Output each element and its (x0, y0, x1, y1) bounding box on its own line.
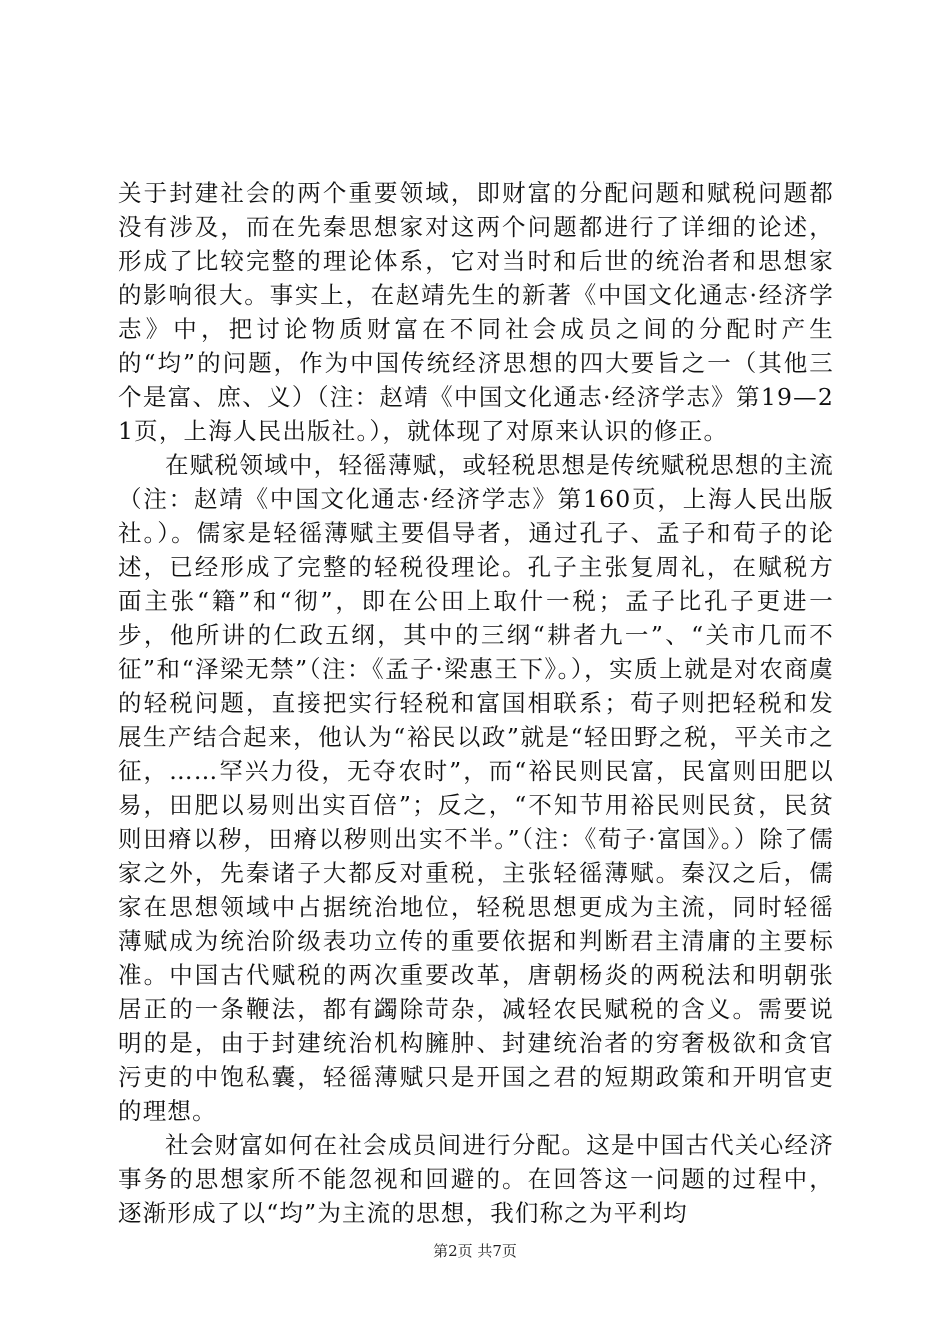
page-footer: 第2页 共7页 (433, 1242, 517, 1260)
paragraph-2: 在赋税领域中，轻徭薄赋，或轻税思想是传统赋税思想的主流（注：赵靖《中国文化通志·经济学志》第160页，上海人民出版社。）。儒家是轻徭薄赋主要倡导者，通过孔子、孟子和荀子的论述，已经形成了完整的轻税役理论。孔子主张复周礼，在赋税方面主张“籍”和“彻”，即在公田上取什一税；孟子比孔子更进一步，他所讲的仁政五纲，其中的三纲“耕者九一”、“关市几而不征”和“泽梁无禁”（注：《孟子·梁惠王下》。），实质上就是对农商虞的轻税问题，直接把实行轻税和富国相联系；荀子则把轻税和发展生产结合起来，他认为“裕民以政”就是“轻田野之税，平关市之征，……罕兴力役，无夺农时”，而“裕民则民富，民富则田肥以易，田肥以易则出实百倍”；反之，“不知节用裕民则民贫，民贫则田瘠以秽，田瘠以秽则出实不半。”（注：《荀子·富国》。）除了儒家之外，先秦诸子大都反对重税，主张轻徭薄赋。秦汉之后，儒家在思想领域中占据统治地位，轻税思想更成为主流，同时轻徭薄赋成为统治阶级表功立传的重要依据和判断君主清庸的主要标准。中国古代赋税的两次重要改革，唐朝杨炎的两税法和明朝张居正的一条鞭法，都有蠲除苛杂，减轻农民赋税的含义。需要说明的是，由于封建统治机构臃肿、封建统治者的穷奢极欲和贪官污吏的中饱私囊，轻徭薄赋只是开国之君的短期政策和开明官吏的理想。 (118, 451, 834, 1125)
paragraph-1: 关于封建社会的两个重要领域，即财富的分配问题和赋税问题都没有涉及，而在先秦思想家对这两个问题都进行了详细的论述，形成了比较完整的理论体系，它对当时和后世的统治者和思想家的影响很大。事实上，在赵靖先生的新著《中国文化通志·经济学志》中，把讨论物质财富在不同社会成员之间的分配时产生的“均”的问题，作为中国传统经济思想的四大要旨之一（其他三个是富、庶、义）（注：赵靖《中国文化通志·经济学志》第19—21页，上海人民出版社。），就体现了对原来认识的修正。 (118, 179, 834, 445)
paragraph-3: 社会财富如何在社会成员间进行分配。这是中国古代关心经济事务的思想家所不能忽视和回避的。在回答这一问题的过程中，逐渐形成了以“均”为主流的思想，我们称之为平利均 (118, 1131, 834, 1227)
body-text (118, 176, 834, 1230)
